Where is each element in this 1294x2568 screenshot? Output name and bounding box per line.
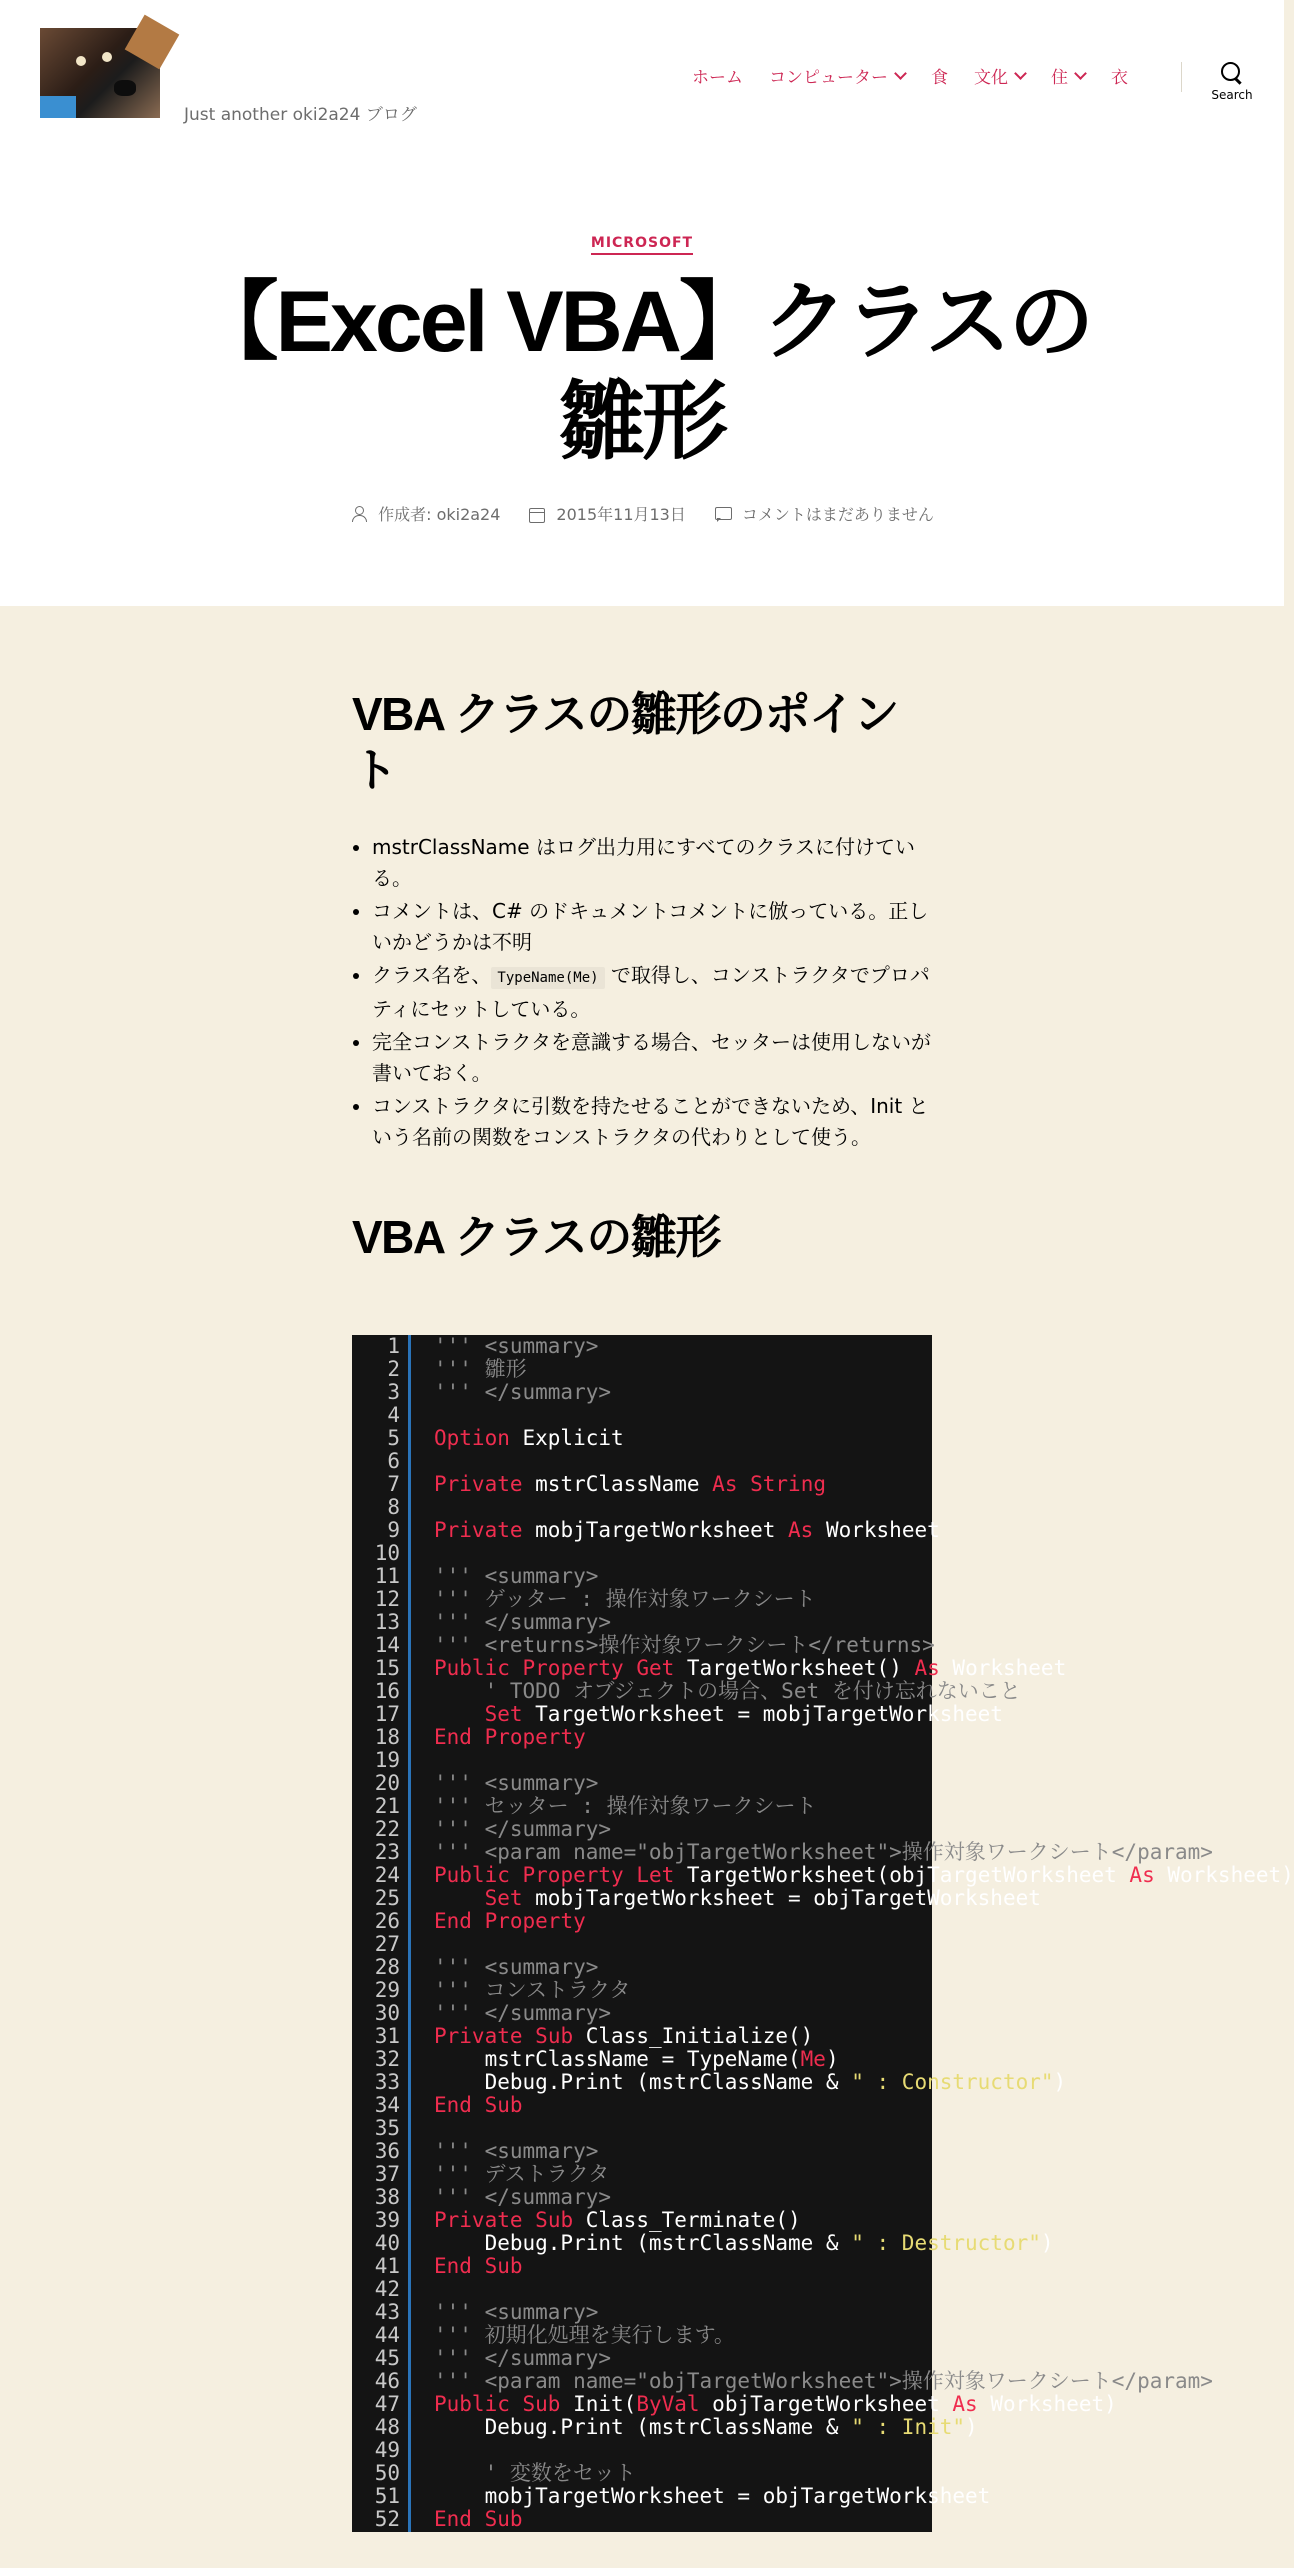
- line-number: 25: [374, 1886, 400, 1910]
- line-number: 34: [374, 2093, 400, 2117]
- post-meta: [0, 502, 1284, 525]
- post-title: 【Excel VBA】クラスの雛形: [192, 274, 1092, 470]
- line-number: 18: [374, 1725, 400, 1749]
- chevron-down-icon[interactable]: [1014, 67, 1027, 80]
- list-item: • コンストラクタに引数を持たせることができないため、Init という名前の関数をコンストラクタの代わりとして使う。: [372, 1091, 932, 1153]
- nav-item[interactable]: [974, 63, 1025, 88]
- line-number: 6: [387, 1449, 400, 1473]
- code-text: Public Property Get TargetWorksheet() As Worksheet: [434, 1656, 1067, 1680]
- line-number: 23: [374, 1840, 400, 1864]
- nav-item-label: 住: [1051, 67, 1068, 88]
- search-icon: [1219, 60, 1245, 86]
- section-heading-points: VBA クラスの雛形のポイント: [352, 688, 898, 796]
- list-item: • mstrClassName はログ出力用にすべてのクラスに付けている。: [372, 832, 932, 894]
- code-text: ''' <summary>: [434, 1564, 599, 1588]
- line-number: 5: [387, 1426, 400, 1450]
- code-text: ''' <param name="objTargetWorksheet">操作対象ワークシート</param>: [434, 1840, 1213, 1864]
- code-block[interactable]: [352, 1334, 1294, 2532]
- post-date: [528, 502, 685, 525]
- site-logo[interactable]: [40, 28, 160, 118]
- post-comments-link[interactable]: コメントはまだありません: [741, 505, 934, 524]
- line-number: 12: [374, 1587, 400, 1611]
- code-text: ''' <summary>: [434, 1771, 599, 1795]
- search-toggle-button[interactable]: [1206, 60, 1258, 102]
- code-text: Public Property Let TargetWorksheet(objTargetWorksheet As Worksheet): [434, 1863, 1294, 1887]
- line-number: 15: [374, 1656, 400, 1680]
- category-link[interactable]: MICROSOFT: [591, 235, 693, 255]
- line-number: 47: [374, 2392, 400, 2416]
- line-number: 49: [374, 2438, 400, 2462]
- line-number: 41: [374, 2254, 400, 2278]
- calendar-icon: [528, 505, 546, 523]
- line-number: 16: [374, 1679, 400, 1703]
- line-number: 10: [374, 1541, 400, 1565]
- nav-divider: [1181, 62, 1182, 92]
- nav-item[interactable]: [931, 63, 948, 88]
- line-number: 19: [374, 1748, 400, 1772]
- nav-item[interactable]: [1051, 63, 1085, 88]
- comment-icon: [714, 505, 732, 523]
- site-tagline: Just another oki2a24 ブログ: [184, 105, 417, 125]
- line-number: 11: [374, 1564, 400, 1588]
- line-number: 13: [374, 1610, 400, 1634]
- code-text: ''' 雛形: [434, 1357, 527, 1381]
- list-item: • コメントは、C# のドキュメントコメントに倣っている。正しいかどうかは不明: [372, 896, 932, 958]
- line-number: 9: [387, 1518, 400, 1542]
- line-number: 48: [374, 2415, 400, 2439]
- nav-item[interactable]: [1111, 63, 1128, 88]
- line-number: 43: [374, 2300, 400, 2324]
- list-item: [372, 960, 932, 1025]
- primary-menu: [692, 62, 1154, 88]
- nav-item-label: 衣: [1111, 67, 1128, 88]
- line-number: 14: [374, 1633, 400, 1657]
- nav-item-label: コンピューター: [769, 67, 888, 88]
- line-number: 24: [374, 1863, 400, 1887]
- post-date-link[interactable]: 2015年11月13日: [556, 505, 686, 524]
- chevron-down-icon[interactable]: [1074, 67, 1087, 80]
- line-number: 20: [374, 1771, 400, 1795]
- line-number: 22: [374, 1817, 400, 1841]
- line-number: 30: [374, 2001, 400, 2025]
- site-header: [0, 0, 1284, 606]
- code-text: ''' 初期化処理を実行します。: [434, 2323, 735, 2347]
- inline-code: TypeName(Me): [491, 967, 604, 989]
- line-number: 21: [374, 1794, 400, 1818]
- line-number: 26: [374, 1909, 400, 1933]
- code-text: Private mobjTargetWorksheet As Worksheet: [434, 1518, 940, 1542]
- post-author-link[interactable]: 作成者: oki2a24: [378, 505, 501, 524]
- line-number: 7: [387, 1472, 400, 1496]
- post-author: [350, 502, 500, 525]
- code-text: ''' ゲッター : 操作対象ワークシート: [434, 1587, 816, 1611]
- line-number: 1: [387, 1334, 400, 1358]
- line-number: 42: [374, 2277, 400, 2301]
- code-text: ''' </summary>: [434, 2346, 612, 2370]
- line-number: 38: [374, 2185, 400, 2209]
- line-number: 28: [374, 1955, 400, 1979]
- line-number: 46: [374, 2369, 400, 2393]
- list-item-text: で取得し、コンストラクタでプロパティにセットしている。: [372, 963, 930, 1021]
- nav-item-label: 文化: [974, 67, 1008, 88]
- code-text: ''' <summary>: [434, 1955, 599, 1979]
- section-heading-template: VBA クラスの雛形: [352, 1211, 720, 1263]
- nav-item-label: ホーム: [692, 67, 743, 88]
- line-number: 29: [374, 1978, 400, 2002]
- line-number: 39: [374, 2208, 400, 2232]
- nav-item[interactable]: [692, 63, 743, 88]
- line-number: 17: [374, 1702, 400, 1726]
- user-icon: [350, 505, 368, 523]
- code-text: Private mstrClassName As String: [434, 1472, 826, 1496]
- line-number: 27: [374, 1932, 400, 1956]
- line-number: 35: [374, 2116, 400, 2140]
- code-text: ''' </summary>: [434, 2001, 612, 2025]
- line-number: 8: [387, 1495, 400, 1519]
- line-number: 36: [374, 2139, 400, 2163]
- line-number: 4: [387, 1403, 400, 1427]
- code-text: ''' </summary>: [434, 1817, 612, 1841]
- code-text: Debug.Print (mstrClassName & " : Init"): [434, 2415, 978, 2439]
- code-text: Debug.Print (mstrClassName & " : Destructor"): [434, 2231, 1054, 2255]
- code-text: ''' <summary>: [434, 2300, 599, 2324]
- line-number: 40: [374, 2231, 400, 2255]
- code-text: Private Sub Class_Initialize(): [434, 2024, 814, 2048]
- nav-item-label: 食: [931, 67, 948, 88]
- code-text: ''' </summary>: [434, 1380, 612, 1404]
- code-text: Public Sub Init(ByVal objTargetWorksheet As Worksheet): [434, 2392, 1117, 2416]
- code-text: ''' <summary>: [434, 1334, 599, 1358]
- code-text: ' TODO オブジェクトの場合、Set を付け忘れないこと: [434, 1679, 1021, 1703]
- code-text: Set TargetWorksheet = mobjTargetWorksheet: [484, 1702, 1003, 1726]
- chevron-down-icon[interactable]: [894, 67, 907, 80]
- line-number: 44: [374, 2323, 400, 2347]
- search-label: Search: [1211, 88, 1253, 102]
- code-text: End Property: [434, 1725, 586, 1749]
- points-list: [352, 832, 932, 1153]
- line-number: 37: [374, 2162, 400, 2186]
- post-comments: [714, 502, 934, 525]
- code-text: End Sub: [434, 2507, 523, 2531]
- code-text: ''' デストラクタ: [434, 2162, 610, 2186]
- code-text: ''' <summary>: [434, 2139, 599, 2163]
- code-text: ''' コンストラクタ: [434, 1978, 631, 2002]
- post-content: [352, 686, 932, 1265]
- list-item: • 完全コンストラクタを意識する場合、セッターは使用しないが書いておく。: [372, 1027, 932, 1089]
- line-number: 33: [374, 2070, 400, 2094]
- line-number: 52: [374, 2507, 400, 2531]
- code-text: ''' <param name="objTargetWorksheet">操作対象ワークシート</param>: [434, 2369, 1213, 2393]
- code-text: ' 変数をセット: [434, 2461, 636, 2485]
- code-text: Set mobjTargetWorksheet = objTargetWorksheet: [484, 1886, 1041, 1910]
- line-number: 2: [387, 1357, 400, 1381]
- nav-item[interactable]: [769, 63, 905, 88]
- code-text: End Sub: [434, 2093, 523, 2117]
- code-text: mobjTargetWorksheet = objTargetWorksheet: [434, 2484, 991, 2508]
- post-category: [0, 232, 1284, 251]
- code-text: End Property: [434, 1909, 586, 1933]
- code-text: Debug.Print (mstrClassName & " : Constructor"): [434, 2070, 1067, 2094]
- code-text: End Sub: [434, 2254, 523, 2278]
- line-number: 31: [374, 2024, 400, 2048]
- line-number: 32: [374, 2047, 400, 2071]
- code-text: Option Explicit: [434, 1426, 624, 1450]
- code-text: ''' </summary>: [434, 2185, 612, 2209]
- code-text: ''' セッター : 操作対象ワークシート: [434, 1794, 817, 1818]
- line-number: 45: [374, 2346, 400, 2370]
- line-number: 50: [374, 2461, 400, 2485]
- line-number: 3: [387, 1380, 400, 1404]
- line-number: 51: [374, 2484, 400, 2508]
- code-text: Private Sub Class_Terminate(): [434, 2208, 801, 2232]
- code-text: ''' </summary>: [434, 1610, 612, 1634]
- code-text: ''' <returns>操作対象ワークシート</returns>: [434, 1633, 935, 1657]
- code-text: mstrClassName = TypeName(Me): [434, 2047, 839, 2071]
- list-item-text: クラス名を、: [372, 963, 492, 987]
